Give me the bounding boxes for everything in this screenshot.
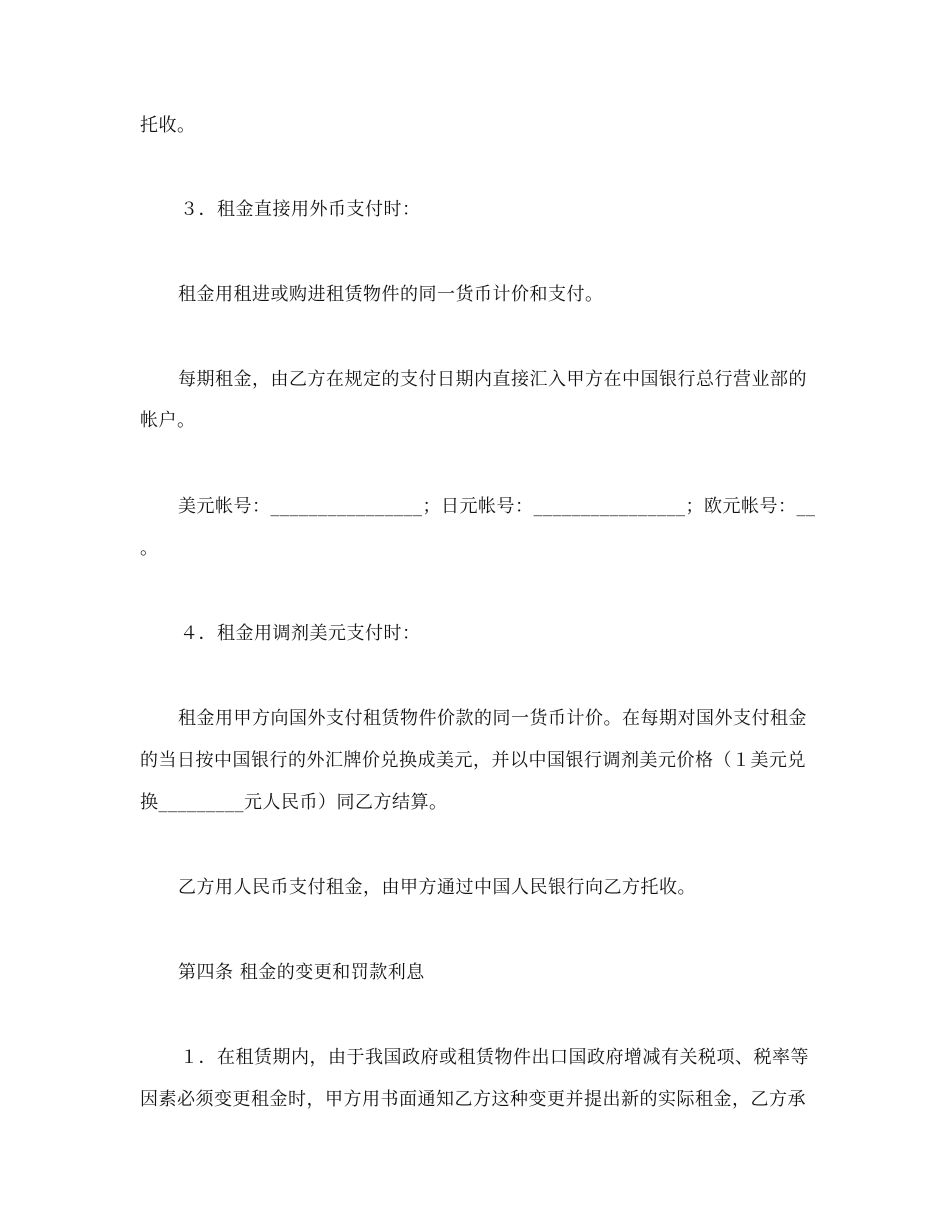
paragraph-line: 每期租金，由乙方在规定的支付日期内直接汇入甲方在中国银行总行营业部的: [178, 369, 807, 390]
section-heading-3: ３．租金直接用外币支付时：: [180, 199, 421, 220]
paragraph-line: 帐户。: [140, 410, 196, 431]
paragraph-line: 因素必须变更租金时，甲方用书面通知乙方这种变更并提出新的实际租金，乙方承: [140, 1089, 806, 1110]
paragraph-line: 。: [140, 538, 159, 559]
paragraph-line: 的当日按中国银行的外汇牌价兑换成美元，并以中国银行调剂美元价格（１美元兑: [140, 750, 806, 771]
account-numbers-line: 美元帐号：________________；日元帐号：________________；欧元帐号：__: [178, 496, 816, 517]
paragraph-line: 乙方用人民币支付租金，由甲方通过中国人民银行向乙方托收。: [178, 877, 696, 898]
paragraph-line: 换_________元人民币）同乙方结算。: [140, 792, 448, 813]
section-heading-4: ４．租金用调剂美元支付时：: [180, 623, 421, 644]
article-heading: 第四条 租金的变更和罚款利息: [178, 962, 425, 983]
paragraph-line: 托收。: [140, 115, 196, 136]
paragraph-line: １．在租赁期内，由于我国政府或租赁物件出口国政府增减有关税项、税率等: [180, 1047, 809, 1068]
paragraph-line: 租金用甲方向国外支付租赁物件价款的同一货币计价。在每期对国外支付租金: [178, 708, 807, 729]
paragraph-line: 租金用租进或购进租赁物件的同一货币计价和支付。: [178, 284, 604, 305]
